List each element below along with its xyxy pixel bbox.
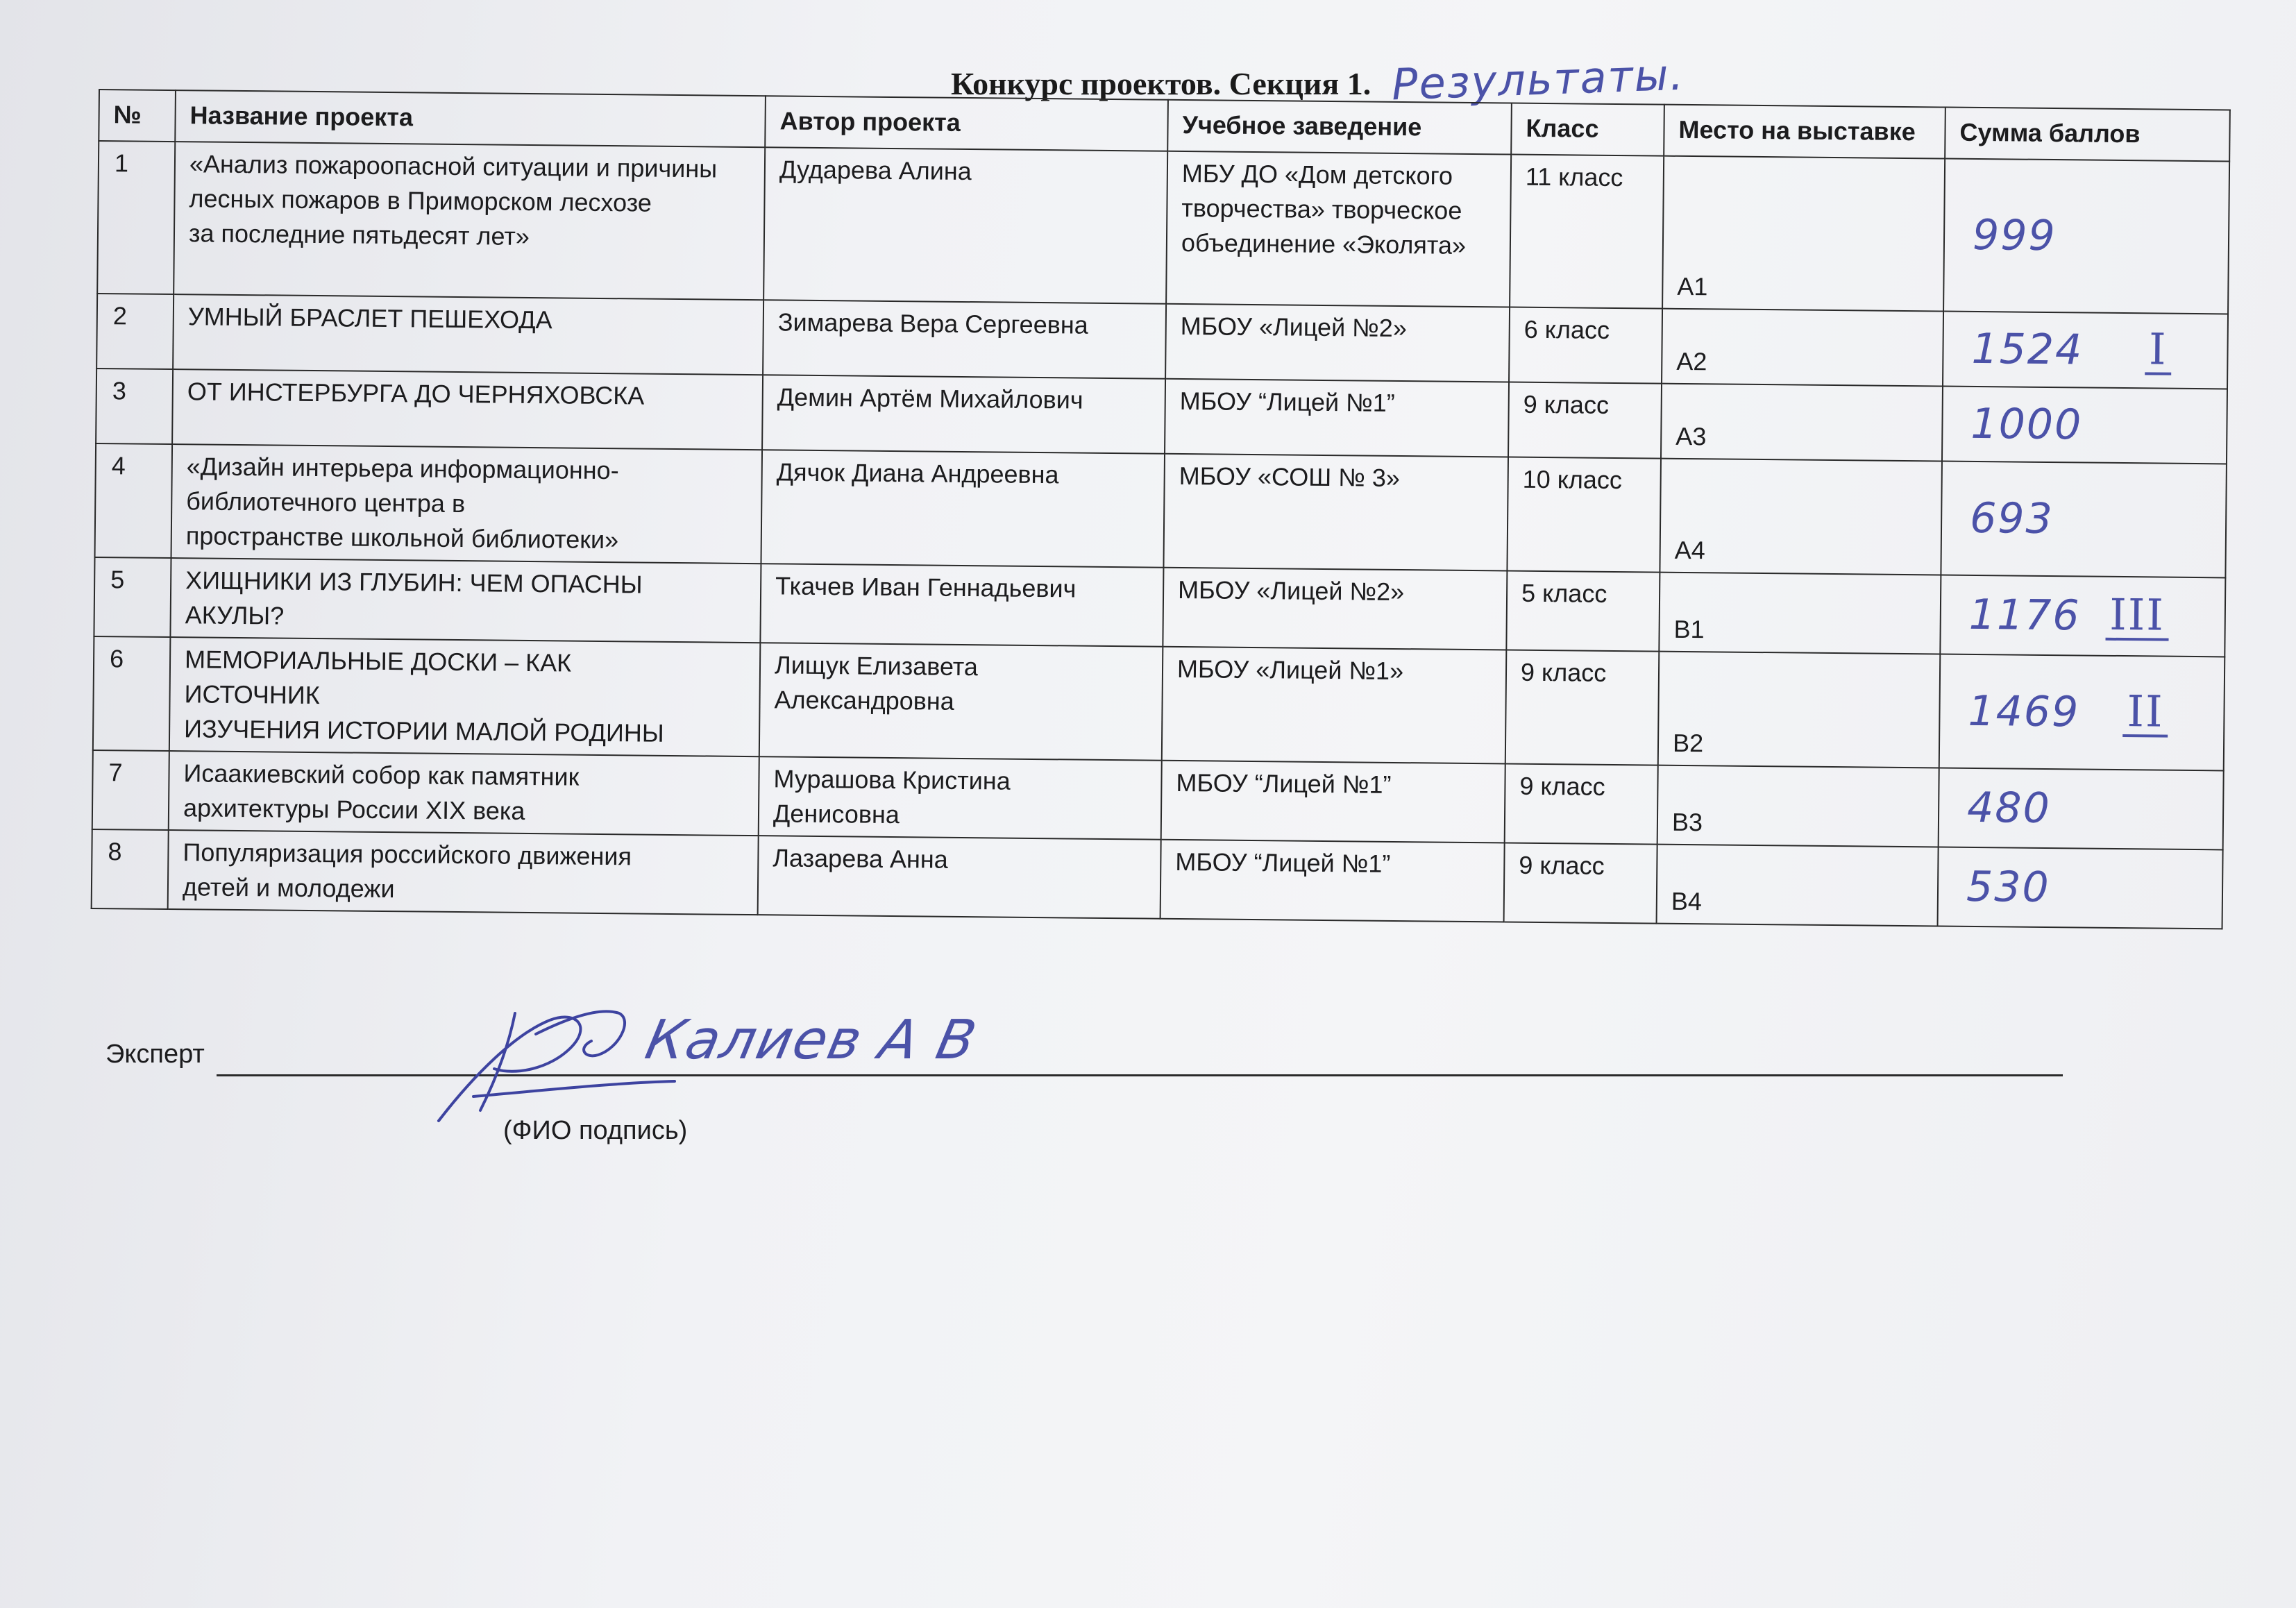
results-table-wrapper bbox=[91, 89, 2229, 929]
cell-number: 8 bbox=[92, 829, 169, 909]
cell-place: В1 bbox=[1659, 573, 1941, 654]
cell-school: МБОУ “Лицей №1” bbox=[1161, 761, 1505, 843]
cell-place: А3 bbox=[1661, 384, 1943, 462]
signature-caption: (ФИО подпись) bbox=[503, 1116, 688, 1145]
cell-score bbox=[1939, 654, 2225, 771]
results-table bbox=[91, 89, 2231, 929]
cell-grade: 9 класс bbox=[1505, 650, 1660, 765]
cell-score bbox=[1942, 387, 2227, 464]
cell-project-name: УМНЫЙ БРАСЛЕТ ПЕШЕХОДА bbox=[173, 294, 763, 375]
cell-grade: 9 класс bbox=[1508, 382, 1662, 459]
cell-school: МБОУ “Лицей №1” bbox=[1160, 840, 1505, 922]
cell-grade: 9 класс bbox=[1504, 843, 1657, 923]
cell-author: Ткачев Иван Геннадьевич bbox=[760, 564, 1163, 647]
score-value-handwritten: 999 bbox=[1972, 210, 2057, 261]
cell-grade: 9 класс bbox=[1505, 764, 1658, 845]
cell-number: 4 bbox=[95, 443, 173, 558]
cell-score bbox=[1943, 159, 2229, 314]
cell-school: МБОУ «СОШ № 3» bbox=[1163, 454, 1508, 571]
cell-author: Зимарева Вера Сергеевна bbox=[763, 300, 1166, 379]
score-value-handwritten: 693 bbox=[1969, 493, 2054, 544]
header-score: Сумма баллов bbox=[1945, 108, 2230, 162]
table-body bbox=[92, 141, 2229, 929]
header-school: Учебное заведение bbox=[1167, 100, 1512, 155]
cell-project-name: ХИЩНИКИ ИЗ ГЛУБИН: ЧЕМ ОПАСНЫ АКУЛЫ? bbox=[170, 558, 761, 643]
table-row bbox=[97, 141, 2229, 314]
cell-place: В2 bbox=[1658, 652, 1941, 768]
cell-school: МБУ ДО «Дом детского творчества» творческое объединение «Эколята» bbox=[1166, 151, 1511, 307]
cell-project-name: МЕМОРИАЛЬНЫЕ ДОСКИ – КАК ИСТОЧНИК ИЗУЧЕНИЯ ИСТОРИИ МАЛОЙ РОДИНЫ bbox=[169, 637, 761, 756]
score-value-handwritten: 1000 bbox=[1970, 399, 2083, 450]
cell-school: МБОУ “Лицей №1” bbox=[1165, 379, 1509, 457]
handwritten-results-note: Результаты. bbox=[1391, 49, 1686, 110]
cell-author: Дударева Алина bbox=[763, 147, 1167, 304]
cell-grade: 6 класс bbox=[1509, 307, 1662, 384]
title-row bbox=[951, 49, 1686, 110]
cell-project-name: «Анализ пожароопасной ситуации и причины лесных пожаров в Приморском лесхозе за последние пятьдесят лет» bbox=[174, 142, 765, 300]
cell-author: Лазарева Анна bbox=[758, 836, 1161, 919]
header-author: Автор проекта bbox=[765, 96, 1168, 151]
cell-school: МБОУ «Лицей №1» bbox=[1162, 647, 1507, 764]
cell-project-name: ОТ ИНСТЕРБУРГА ДО ЧЕРНЯХОВСКА bbox=[172, 369, 763, 450]
cell-number: 3 bbox=[96, 369, 173, 444]
cell-place: А4 bbox=[1660, 459, 1942, 575]
cell-number: 5 bbox=[94, 557, 171, 637]
cell-score bbox=[1939, 768, 2224, 849]
cell-author: Мурашова Кристина Денисовна bbox=[759, 756, 1162, 840]
cell-place: А1 bbox=[1662, 156, 1945, 312]
cell-project-name: Исаакиевский собор как памятник архитектуры России XIX века bbox=[169, 751, 759, 836]
score-value-handwritten: 480 bbox=[1966, 783, 2052, 833]
cell-number: 2 bbox=[96, 294, 174, 369]
cell-number: 6 bbox=[93, 636, 171, 751]
cell-project-name: «Дизайн интерьера информационно- библиотечного центра в пространстве школьной библиотеки» bbox=[171, 444, 763, 564]
expert-signature-block bbox=[105, 1009, 2063, 1083]
cell-grade: 11 класс bbox=[1510, 155, 1664, 309]
score-value-handwritten: 1469 bbox=[1968, 686, 2080, 737]
cell-number: 7 bbox=[92, 750, 169, 830]
rank-mark-handwritten: I bbox=[2145, 326, 2172, 375]
cell-score bbox=[1938, 847, 2223, 929]
header-number: № bbox=[99, 90, 176, 142]
header-project-name: Название проекта bbox=[175, 90, 766, 147]
cell-grade: 10 класс bbox=[1507, 457, 1661, 573]
header-grade: Класс bbox=[1511, 103, 1664, 156]
cell-author: Лищук Елизавета Александровна bbox=[759, 643, 1163, 761]
score-value-handwritten: 1524 bbox=[1971, 324, 2084, 375]
score-value-handwritten: 530 bbox=[1966, 862, 2050, 913]
rank-mark-handwritten: II bbox=[2122, 688, 2168, 738]
table-row bbox=[95, 443, 2227, 577]
table-row bbox=[93, 636, 2225, 770]
cell-score bbox=[1943, 312, 2228, 389]
cell-place: В4 bbox=[1657, 845, 1939, 926]
expert-name-handwritten: Калиев А В bbox=[640, 1009, 983, 1072]
cell-number: 1 bbox=[97, 141, 175, 294]
cell-school: МБОУ «Лицей №2» bbox=[1163, 568, 1507, 650]
cell-score bbox=[1940, 575, 2225, 657]
header-place: Место на выставке bbox=[1664, 105, 1945, 159]
expert-label: Эксперт bbox=[105, 1040, 205, 1069]
rank-mark-handwritten: III bbox=[2105, 592, 2169, 641]
cell-author: Дячок Диана Андреевна bbox=[761, 450, 1165, 568]
cell-score bbox=[1941, 462, 2227, 578]
cell-place: В3 bbox=[1657, 765, 1939, 847]
cell-grade: 5 класс bbox=[1506, 571, 1660, 652]
cell-project-name: Популяризация российского движения детей и молодежи bbox=[168, 830, 759, 915]
document-title: Конкурс проектов. Секция 1. bbox=[951, 66, 1371, 101]
score-value-handwritten: 1176 bbox=[1968, 590, 2081, 641]
cell-place: А2 bbox=[1662, 309, 1943, 387]
cell-author: Демин Артём Михайлович bbox=[762, 375, 1165, 454]
cell-school: МБОУ «Лицей №2» bbox=[1165, 304, 1510, 382]
